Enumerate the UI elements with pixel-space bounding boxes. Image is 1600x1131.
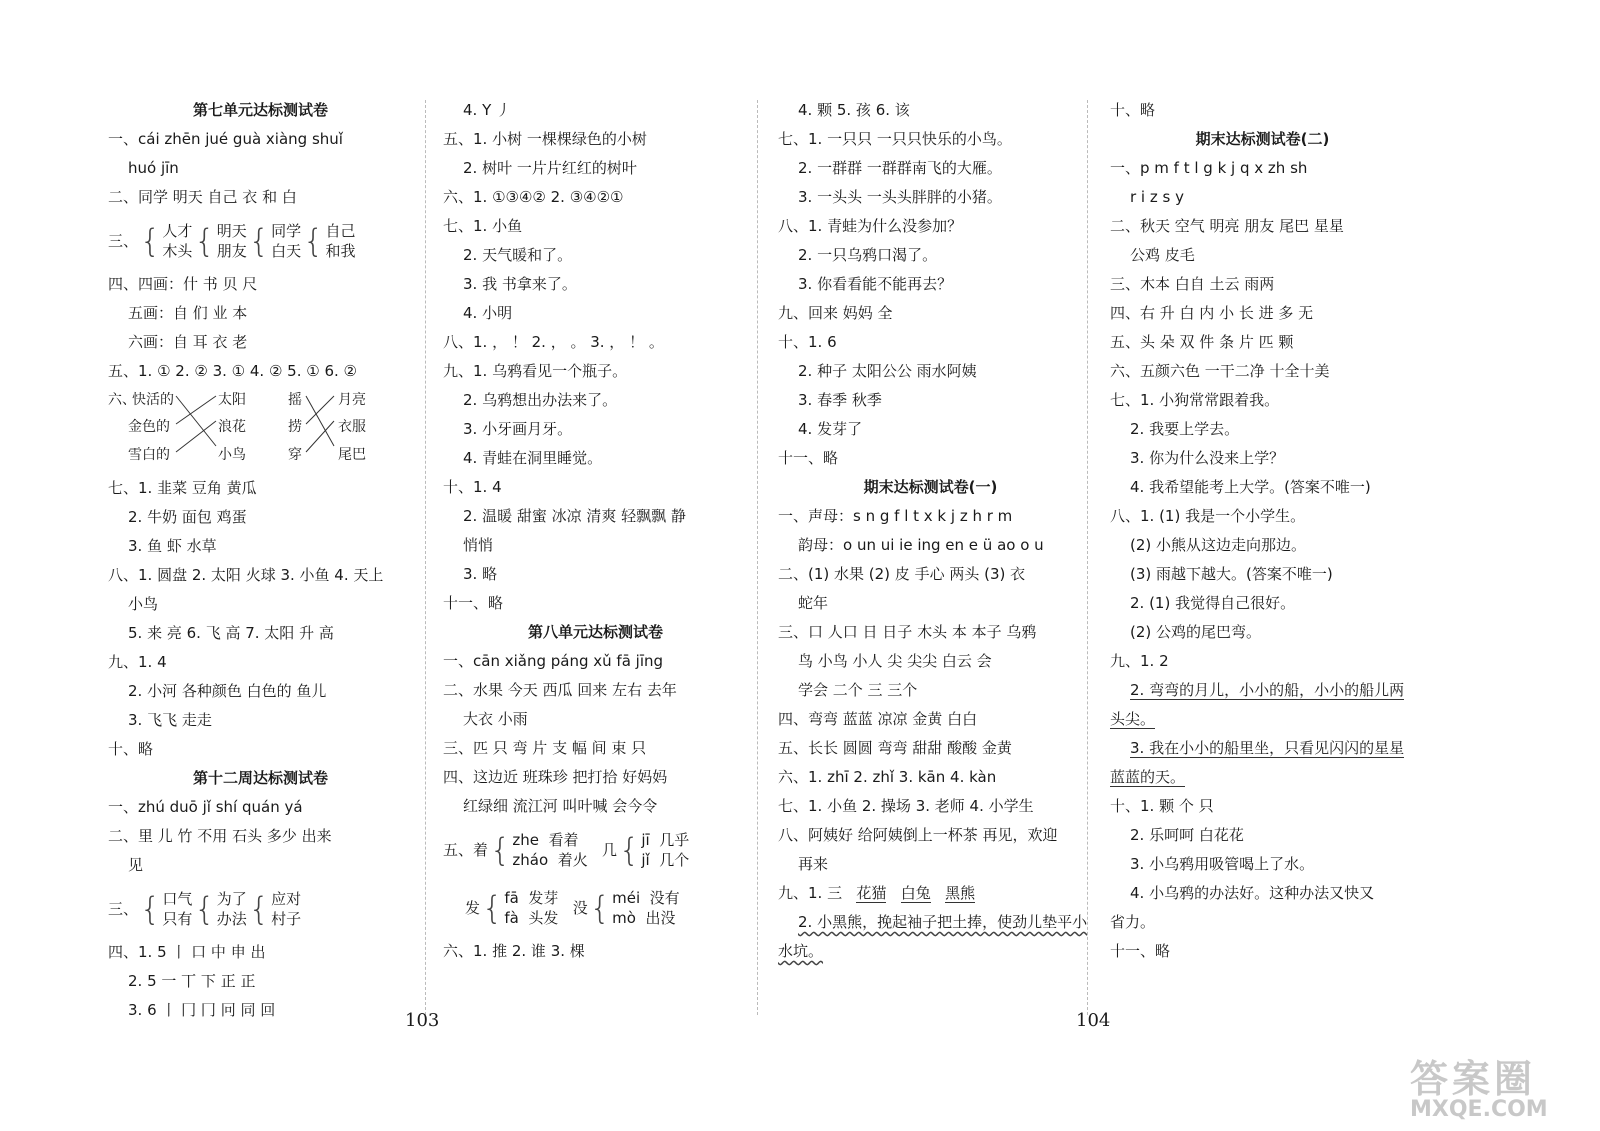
answer-line: 八、1. 青蛙为什么没参加？ (778, 217, 963, 235)
answer-line: 二、里 儿 竹 不用 石头 多少 出来 (108, 827, 332, 845)
brace-icon: { (140, 889, 161, 928)
answer-line: 八、阿姨好 给阿姨倒上一杯茶 再见，欢迎 (778, 826, 1058, 844)
answer-column-1 (108, 96, 413, 1025)
answer-line: 九、回来 妈妈 全 (778, 304, 893, 322)
answer-line: 学会 二个 三 三个 (798, 681, 918, 699)
answer-line: 2. 小黑熊，挽起袖子把土捧，使劲儿垫平小 (798, 913, 1088, 931)
answer-line: 2. 乌鸦想出办法来了。 (463, 391, 618, 409)
answer-line: 一、zhú duō jǐ shí quán yá (108, 798, 303, 816)
answer-line: 七、1. 小鱼 (443, 217, 523, 235)
brace-icon: { (248, 221, 270, 260)
answer-line: 五、1. 小树 一棵棵绿色的小树 (443, 130, 647, 148)
answer-line: 3. 鱼 虾 水草 (128, 537, 217, 555)
answer-line: 2. 乐呵呵 白花花 (1130, 826, 1244, 844)
brace-icon: { (619, 830, 640, 869)
answer-line: 3. 一头头 一头头胖胖的小猪。 (798, 188, 1002, 206)
answer-line: 2. 小河 各种颜色 白色的 鱼儿 (128, 682, 327, 700)
answer-line: 2. 牛奶 面包 鸡蛋 (128, 508, 247, 526)
answer-line: 十、1. 4 (443, 478, 502, 496)
answer-line: 3. 你为什么没来上学？ (1130, 449, 1285, 467)
answer-line: 3. 6 丨 冂 冂 冋 同 回 (128, 1001, 276, 1019)
answer-line: 三、匹 只 弯 片 支 幅 间 束 只 (443, 739, 647, 757)
answer-line: 九、1. 乌鸦看见一个瓶子。 (443, 362, 628, 380)
answer-line: 水坑。 (778, 942, 824, 960)
answer-line: 七、1. 小狗常常跟着我。 (1110, 391, 1280, 409)
brace-answer: 三、 { 人才 木头 { 明天 朋友 { 同学 白天 { 自己 和我 (108, 221, 356, 260)
answer-line: 蛇年 (798, 594, 829, 612)
answer-line: 悄悄 (463, 536, 494, 554)
answer-line: 七、1. 韭菜 豆角 黄瓜 (108, 479, 257, 497)
answer-line: 2. (1) 我觉得自己很好。 (1130, 594, 1296, 612)
answer-line: 四、四画：什 书 贝 尺 (108, 275, 258, 293)
answer-line: 六、五颜六色 一干二净 十全十美 (1110, 362, 1330, 380)
answer-line: 十、略 (1110, 101, 1156, 119)
answer-line: 二、水果 今天 西瓜 回来 左右 去年 (443, 681, 677, 699)
answer-line: 3. 春季 秋季 (798, 391, 882, 409)
answer-line: 2. 5 一 丅 下 正 正 (128, 972, 256, 990)
brace-icon: { (194, 221, 215, 260)
answer-column-2 (443, 96, 748, 966)
answer-line: 七、1. 一只只 一只只快乐的小鸟。 (778, 130, 1012, 148)
answer-line: 大衣 小雨 (463, 710, 528, 728)
answer-line: 韵母：o un ui ie ing en e ü ao o u (798, 536, 1044, 554)
answer-line: 八、1. 圆盘 2. 太阳 火球 3. 小鱼 4. 天上 (108, 566, 384, 584)
answer-line: 一、声母：s n g f l t x k j z h r m (778, 507, 1013, 525)
answer-line: 2. 弯弯的月儿，小小的船，小小的船儿两 (1130, 681, 1405, 699)
brace-icon: { (303, 221, 324, 260)
answer-line: 2. 一群群 一群群南飞的大雁。 (798, 159, 1002, 177)
answer-line: 二、(1) 水果 (2) 皮 手心 两头 (3) 衣 (778, 565, 1026, 583)
answer-line: 一、cān xiǎng páng xǔ fā jīng (443, 652, 664, 670)
answer-line: 4. 小乌鸦的办法好。这种办法又快又 (1130, 884, 1375, 902)
column-divider (425, 100, 426, 1015)
answer-line: 4. 颗 5. 孩 6. 该 (798, 101, 910, 119)
answer-line: 十、略 (108, 740, 154, 758)
answer-line: 二、秋天 空气 明亮 朋友 尾巴 星星 (1110, 217, 1344, 235)
column-divider (757, 100, 758, 1015)
section-title: 期末达标测试卷(一) (863, 478, 998, 496)
answer-line: 十一、略 (443, 594, 504, 612)
answer-line: 头尖。 (1110, 710, 1156, 728)
answer-line: 2. 天气暖和了。 (463, 246, 573, 264)
answer-line: 再来 (798, 855, 829, 873)
brace-icon: { (140, 221, 161, 260)
section-title: 第十二周达标测试卷 (192, 769, 328, 787)
answer-line: 五、长长 圆圆 弯弯 甜甜 酸酸 金黄 (778, 739, 1012, 757)
answer-line: 2. 一只乌鸦口渴了。 (798, 246, 938, 264)
brace-icon: { (194, 889, 215, 928)
answer-line: 四、右 升 白 内 小 长 进 多 无 (1110, 304, 1314, 322)
answer-line: 三、口 人口 日 日子 木头 本 本子 乌鸦 (778, 623, 1037, 641)
answer-line: 五、头 朵 双 件 条 片 匹 颗 (1110, 333, 1294, 351)
brace-icon: { (589, 888, 611, 927)
answer-line: 红绿细 流江河 叫叶喊 会今令 (463, 797, 658, 815)
answer-line: 3. 略 (463, 565, 498, 583)
answer-line: 2. 种子 太阳公公 雨水阿姨 (798, 362, 977, 380)
answer-line: 九、1. 4 (108, 653, 167, 671)
answer-line: 公鸡 皮毛 (1130, 246, 1195, 264)
answer-line: r i z s y (1130, 188, 1184, 206)
matching-answer: 六、 快活的 金色的 雪白的 太阳 浪花 小鸟 摇 捞 穿 月亮 衣服 尾巴 (108, 386, 413, 474)
section-title: 期末达标测试卷(二) (1195, 130, 1330, 148)
answer-line: 4. 青蛙在洞里睡觉。 (463, 449, 603, 467)
brace-icon: { (490, 830, 511, 869)
answer-line: 2. 我要上学去。 (1130, 420, 1240, 438)
answer-line: 3. 小牙画月牙。 (463, 420, 573, 438)
answer-line: 一、p m f t l g k j q x zh sh (1110, 159, 1308, 177)
answer-line: 3. 飞飞 走走 (128, 711, 212, 729)
answer-line: huó jīn (128, 159, 179, 177)
answer-line: 十、1. 颗 个 只 (1110, 797, 1214, 815)
answer-line: 4. Y 丿 (463, 101, 512, 119)
answer-line: 六画：自 耳 衣 老 (128, 333, 248, 351)
watermark-logo: 答案圈 MXQE.COM (1410, 1057, 1548, 1122)
answer-line: 4. 我希望能考上大学。(答案不唯一) (1130, 478, 1371, 496)
answer-line: 八、1. ， ！ 2. ， 。 3. ， ！ 。 (443, 333, 664, 351)
answer-line: (3) 雨越下越大。(答案不唯一) (1130, 565, 1333, 583)
answer-line: 3. 我 书拿来了。 (463, 275, 577, 293)
answer-line: 鸟 小鸟 小人 尖 尖尖 白云 会 (798, 652, 992, 670)
underlined-word: 白兔 (900, 884, 931, 902)
answer-line: 2. 树叶 一片片红红的树叶 (463, 159, 637, 177)
brace-answer: 三、 { 口气 只有 { 为了 办法 { 应对 村子 (108, 889, 302, 928)
answer-line: (2) 小熊从这边走向那边。 (1130, 536, 1307, 554)
section-title: 第七单元达标测试卷 (192, 101, 328, 119)
underlined-word: 花猫 (856, 884, 887, 902)
answer-column-4 (1110, 96, 1415, 966)
answer-line: 九、1. 2 (1110, 652, 1169, 670)
answer-line: 四、这边近 班珠珍 把打拾 好妈妈 (443, 768, 668, 786)
answer-line: 3. 你看看能不能再去？ (798, 275, 953, 293)
answer-line: 2. 温暖 甜蜜 冰凉 清爽 轻飘飘 静 (463, 507, 686, 525)
answer-line: 六、1. 推 2. 谁 3. 棵 (443, 942, 585, 960)
answer-line: 八、1. (1) 我是一个小学生。 (1110, 507, 1306, 525)
answer-line: 小鸟 (128, 595, 159, 613)
polyphone-answer: 发 { fā 发芽 fà 头发 没 { méi 没有 mò 出没 (465, 888, 680, 927)
answer-line: 省力。 (1110, 913, 1156, 931)
polyphone-answer: 五、 着 { zhe 看着 zháo 着火 几 { jī 几乎 jǐ 几个 (443, 830, 690, 869)
column-divider (1087, 100, 1088, 1015)
answer-line: 四、弯弯 蓝蓝 凉凉 金黄 白白 (778, 710, 978, 728)
answer-line: 五画：自 们 业 本 (128, 304, 248, 322)
answer-line: 九、1. 三 花猫 白兔 黑熊 (778, 884, 976, 902)
answer-line: 3. 我在小小的船里坐，只看见闪闪的星星 (1130, 739, 1405, 757)
page-number: 104 (1076, 1010, 1111, 1031)
answer-line: 三、木本 白自 土云 雨两 (1110, 275, 1275, 293)
answer-line: 二、同学 明天 自己 衣 和 白 (108, 188, 297, 206)
answer-line: (2) 公鸡的尾巴弯。 (1130, 623, 1262, 641)
brace-icon: { (482, 888, 503, 927)
answer-line: 十一、略 (1110, 942, 1171, 960)
answer-line: 七、1. 小鱼 2. 操场 3. 老师 4. 小学生 (778, 797, 1034, 815)
answer-column-3 (778, 96, 1088, 966)
answer-line: 四、1. 5 丨 口 中 申 出 (108, 943, 266, 961)
answer-line: 五、1. ① 2. ② 3. ① 4. ② 5. ① 6. ② (108, 362, 358, 380)
answer-line: 六、1. ①③④② 2. ③④②① (443, 188, 624, 206)
answer-line: 十、1. 6 (778, 333, 837, 351)
answer-line: 一、cái zhēn jué guà xiàng shuǐ (108, 130, 343, 148)
section-title: 第八单元达标测试卷 (527, 623, 663, 641)
page-number: 103 (405, 1010, 440, 1031)
answer-line: 5. 来 亮 6. 飞 高 7. 太阳 升 高 (128, 624, 334, 642)
answer-line: 4. 小明 (463, 304, 513, 322)
brace-icon: { (248, 889, 270, 928)
answer-line: 十一、略 (778, 449, 839, 467)
answer-line: 4. 发芽了 (798, 420, 863, 438)
underlined-word: 黑熊 (945, 884, 976, 902)
answer-line: 3. 小乌鸦用吸管喝上了水。 (1130, 855, 1315, 873)
answer-line: 蓝蓝的天。 (1110, 768, 1186, 786)
answer-line: 见 (128, 856, 144, 874)
answer-line: 六、1. zhī 2. zhǐ 3. kān 4. kàn (778, 768, 997, 786)
